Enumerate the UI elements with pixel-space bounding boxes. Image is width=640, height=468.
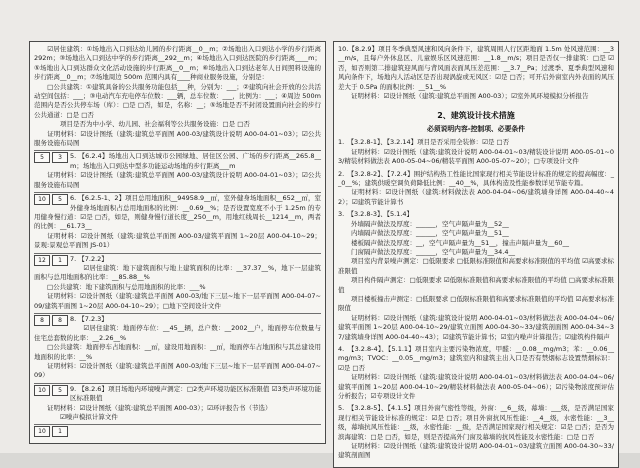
checklist-line: 项目室内背景噪声测定：□低限要求 □低限标准限值和高要求标准限值的平均值 ☑高要求标准限值 [338,257,614,275]
score-cell: 5 [52,385,68,396]
checklist-line: 证明材料：☑设计图纸（建筑:建筑总平面图 A00-03/建筑设计说明 A00-04-01~03）；☑公共服务设施布局图 [34,129,321,148]
checklist-line: 10.【8.2.9】项目冬季典型风速和风向条件下，建筑周围人行区距地面 1.5m 处风速范围：__3__m/s，且每户外休息区、儿童娱乐区风速范围：__1.8__m/s；项目是否仅一排建筑：□是 ☑否，如否则第二排建筑迎风面与背风面表面风压差范围：__3.7__Pa；过渡季、夏季典型风速和风向条件下，场地内人活动区是否出现涡旋或无风区：☑是 □否；可开启外窗室内外表面的风压差大于 0.5Pa 的面积比例：__51__% [338,45,614,91]
score-cell: 3 [52,152,68,163]
checklist-item [338,138,614,166]
score-cell: 5 [34,152,50,163]
checklist-line: 6. 【6.2.5-1、2】项目总用地面积__94958.9__㎡，室外健身场地面积__652__㎡，室外健身场地面积占总用地面积的比例：__0.69__%；是否设置宽度不小于 1.25m 的专用健身慢行道：☑是 □否，如是，则健身慢行道长度__250__m，用地红线周长__1214__m，两者的比例：__61.73__ [34,194,321,231]
checklist-line: ☑居住建筑：①场地出入口到达幼儿园的步行距离__0__m；②场地出入口到达小学的步行距离 292m；③场地出入口到达中学的步行距离__292__m；④场地出入口到达医院的步行距离____m；⑤场地出入口到达群众文化活动设施的步行距离__0__m；⑥场地出入口到达老年人日间照料设施的步行距离__0__m；⑦场地周边 500m 范围内具有____种商业服务设施，分别是： [34,45,321,82]
checklist-line: 证明材料：☑设计图纸（建筑:建筑总平面图 A00-03/建筑平面图 1~20层 A00-04-10~29；景观:景观总平面图 JS-01） [34,231,321,250]
checklist-line: 2. 【3.2.8-2】、【7.2.4】围护结构热工性能比国家现行相关节能设计标准的规定的提高幅度：__0__%；建筑供暖空调负荷降低比例：__40__%，具体构造及性能参数详见节能专篇。 [338,169,614,188]
section-items-list [338,138,614,460]
checklist-line: 证明材料：☑设计图纸（建筑:建筑总平面图 A00-03/地下三层~地下一层平面图 A00-04-07~09/建筑平面图 1~20层 A00-04-10~29）；□地下空间设计文件 [34,292,321,310]
checklist-item-10 [338,45,614,101]
checklist-line: 项目是否为中小学、幼儿园、社会福利等公共服务设施：□是 □否 [34,120,250,129]
checklist-row [34,383,321,423]
section-subtitle: 必须说明内容-控制项、必要条件 [427,125,525,134]
checklist-line: 证明材料：☑设计图纸（建筑:材料做法表 A00-04-04~06/建筑墙身详图 A00-04-40~42）；☑建筑节能计算书 [338,188,614,206]
checklist-row [34,253,321,311]
right-checklist-panel [333,41,619,468]
checklist-item [338,170,614,208]
checklist-line: 证明材料：☑设计图纸（建筑:建筑设计说明 A00-04-01~03/精装设计说明 A00-05-01~03/精装材料做法表 A00-05-04~06/精装平面图 A00-05-07~20）；□专项设计文件 [338,147,614,166]
score-cell: 1 [52,426,68,437]
checklist-line: 证明材料：☑设计图纸（建筑:建筑总平面图 A00-03）；☑环评报告书（节选） [34,403,272,412]
checklist-line: 1. 【3.2.8-1】、【3.2.14】项目是否采用全装修：☑是 □否 [338,138,510,147]
checklist-line: □公共建筑：①建筑具备的公共服务功能包括___种，分别为：___；②建筑向社会开放的公共活动空间包括：___；③电动汽车充电停车位数：___辆，总车位数：___，比例为：___；④周边 500m 范围内是否公共停车场（库）：□是 □否，如是，名称：__；⑤场地是否不封闭设置面向社会的步行公共通道：□是 □否 [34,82,321,119]
checklist-item [338,210,614,342]
checklist-row [34,45,321,148]
checklist-item [338,345,614,401]
checklist-line: ☑居住建筑：地下建筑面积与地上建筑面积的比率：__37.37__%，地下一层建筑面积与总用地面积的比率：__85.88__% [34,263,321,282]
checklist-line: 外墙隔声做法及厚度：______，空气声隔声量为__52__ [338,219,509,228]
checklist-line: ☑噪声模拟计算文件 [34,413,118,422]
score-cell: 10 [34,426,50,437]
checklist-row [34,424,321,438]
checklist-line: 7. 【7.2.2】 [70,254,108,263]
checklist-item [338,404,614,460]
checklist-line: 4. 【3.2.8-4】、【5.1.1】项目室内主要污染物浓度，甲醛：__0.08__mg/m3；苯：__0.06__mg/m3；TVOC：__0.05__mg/m3；建筑室内和建筑主出入口是否有禁烟标志设置禁烟标识：☑是 □否 [338,344,614,372]
checklist-line: 门窗隔声做法及厚度：______，空气声隔声量为__34.4__ [338,247,515,256]
checklist-line: 项目楼板撞击声测定：□低限要求 □低限标准限值和高要求标准限值的平均值 ☑高要求标准限值 [338,294,614,313]
score-cell: 5 [52,194,68,205]
checklist-line: 9. 【8.2.6】项目场地内环境噪声测定：□2类声环境功能区标准限值 ☑3类声环境功能区标准限值 [70,384,321,403]
checklist-line: 证明材料：☑设计图纸（建筑:建筑设计说明 A00-04-01~03/建筑立面图 A00-04-30~33/建筑剖面图 [338,442,614,460]
checklist-line: 内墙隔声做法及厚度：______，空气声隔声量为__51__ [338,229,509,238]
checklist-line: 证明材料：☑设计图纸（建筑:建筑设计说明 A00-04-01~03/材料做法表 A00-04-04~06/建筑平面图 1~20层 A00-04-10~29/建筑立面图 A00-04-30~33/建筑剖面图 A00-04-34~37/建筑墙身详图 A00-04-40~43）；☑建筑节能计算书；☑室内噪声计算报告；☑建筑构件隔声 [338,313,614,341]
checklist-line: ☑居住建筑：地面停车位：__45__辆，总户数：__2002__户，地面停车位数量与住宅总套数的比率：__2.26__% [34,324,321,342]
section-title: 2、建筑设计技术措施 [437,111,515,121]
checklist-row [34,192,321,250]
checklist-line: 3. 【3.2.8-3】、【5.1.4】 [338,210,414,219]
checklist-line: 5. 【3.2.8-5】、【4.1.5】项目外窗气密性等级，外窗：__6__级，幕墙：___级，是否满足国家现行相关节能设计标准的规定：☑是 □否；项目外窗抗风压性能：__4__级，水密性能：__3__级，幕墙抗风压性能：__级，水密性能：__级，是否满足国家现行相关规定：☑是 □否；是否为滨海建筑：□是 □否，如是，则是否提高外门窗及幕墙的抗风性能及水密性能：□是 □否 [338,404,614,441]
checklist-line: 证明材料：☑设计图纸（建筑:建筑总平面图 A00-03/地下三层~地下一层平面图 A00-04-07~09） [34,362,321,380]
score-cell: 8 [34,315,50,326]
score-cell: 1 [52,255,68,266]
checklist-line: 楼板隔声做法及厚度：__，空气声隔声量为__51__，撞击声隔声量为__60__ [338,238,570,247]
checklist-row [34,313,321,381]
score-cell: 10 [34,194,50,205]
checklist-line: □公共建筑：地下建筑面积与总用地面积的比率：___% [34,282,206,291]
checklist-line: 项目构件隔声测定：□低限要求 ☑低限标准限值和高要求标准限值的平均值 □高要求标准限值 [338,276,614,294]
checklist-line: 证明材料：☑设计图纸（建筑:建筑总平面图 A00-03/建筑设计说明 A00-04-01~03）；☑公共服务设施布局图 [34,171,321,189]
score-cell: 10 [34,385,50,396]
checklist-row [34,150,321,190]
checklist-line: □公共建筑：地面停车占地面积：__㎡，建设用地面积：__㎡，地面停车占地面积与其总建设用地面积的比率：__% [34,343,321,361]
score-cell: 8 [52,315,68,326]
checklist-line: 8. 【7.2.3】 [70,314,108,323]
left-checklist-table [29,41,326,444]
checklist-line: 5. 【6.2.4】场地出入口到达城市公园绿地、居住区公园、广场的步行距离__265.8__m；场地出入口到达中型多功能运动场地的步行距离___m [70,152,321,170]
checklist-line: 证明材料：☑设计图纸（建筑:建筑设计说明 A00-04-01~03/材料做法表 A00-04-04~06/建筑平面图 1~20层 A00-04-10~29/精装材料做法表 A00-05-04~06）；☑污染物浓度预评估分析报告；☑专项设计文件 [338,373,614,400]
checklist-line: 证明材料：☑设计图纸（建筑:建筑总平面图 A00-03）；☑室外风环境模拟分析报告 [338,92,589,101]
score-cell: 12 [34,255,50,266]
